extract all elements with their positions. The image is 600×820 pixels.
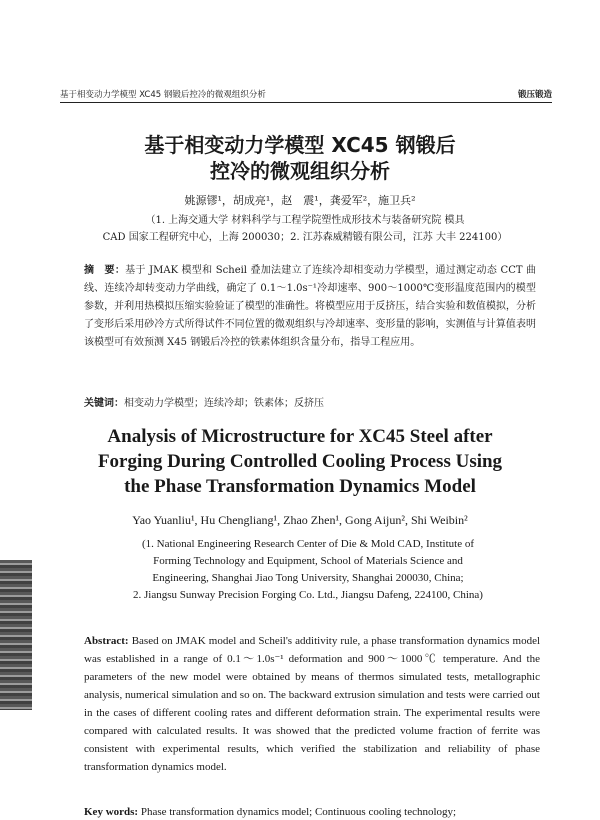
chinese-affiliation-line-1: （1. 上海交通大学 材料科学与工程学院塑性成形技术与装备研究院 模具 — [145, 215, 465, 226]
english-title-line-1: Analysis of Microstructure for XC45 Steel after — [107, 426, 493, 447]
english-affiliation-line-4: 2. Jiangsu Sunway Precision Forging Co. Ltd., Jiangsu Dafeng, 224100, China) — [133, 589, 483, 601]
english-title-line-3: the Phase Transformation Dynamics Model — [124, 476, 476, 497]
chinese-keywords-text: 相变动力学模型；连续冷却；铁素体；反挤压 — [124, 398, 324, 409]
english-affiliation — [86, 536, 530, 604]
running-header-section: 锻压锻造 — [517, 90, 552, 100]
chinese-abstract — [84, 262, 536, 352]
chinese-title-line-1: 基于相变动力学模型 XC45 钢锻后 — [144, 133, 456, 157]
english-title-line-2: Forging During Controlled Cooling Process Using — [97, 451, 503, 472]
chinese-affiliation-line-2: CAD 国家工程研究中心，上海 200030；2. 江苏森威精锻有限公司，江苏 大丰 224100） — [102, 232, 508, 243]
chinese-abstract-text: 基于 JMAK 模型和 Scheil 叠加法建立了连续冷却相变动力学模型，通过测定动态 CCT 曲线、连续冷却转变动力学曲线，确定了 0.1～1.0s⁻¹冷却速率、900～1000℃变形温度范围内的模型参数，并利用热模拟压缩实验验证了模型的准确性。将模型应用于反挤压，结合实验和数值模拟，分析了变形后采用砂冷方式所得试件不同位置的微观组织与冷却速率、变形量的影响，实测值与计算值表明该模型可有效预测 X45 钢锻后冷控的铁素体组织含量分布，指导工程应用。 — [84, 265, 536, 348]
chinese-keywords-label: 关键词： — [84, 398, 124, 409]
english-affiliation-line-1: (1. National Engineering Research Center of Die & Mold CAD, Institute of — [141, 538, 475, 550]
running-header — [60, 88, 552, 103]
english-keywords-label: Key words: — [84, 806, 139, 818]
chinese-title-line-2: 控冷的微观组织分析 — [210, 159, 390, 183]
english-affiliation-line-2: Forming Technology and Equipment, School of Materials Science and — [153, 555, 463, 567]
english-keywords-text: Phase transformation dynamics model; Continuous cooling technology; — [140, 806, 457, 818]
chinese-keywords — [84, 396, 536, 412]
scan-edge-artifact — [0, 560, 32, 710]
chinese-abstract-label: 摘 要： — [84, 265, 126, 276]
english-abstract-text: Based on JMAK model and Scheil's additivity rule, a phase transformation dynamics model was established in a range of 0.1～1.0s⁻¹ deformation and 900～1000℃ temperature. And the parameters of the new model were obtained by means of thermos simulated tests, metallographic analysis, numerical simulation and so on. The backward extrusion simulation and tests were carried out in the cases of different cooling rates and different deformation strain. The experimental results were compared with calculated results. It was showed that the predicted volume fraction of ferrite was consistent with experimental results, which verified the stabilization and reliability of phase transformation dynamics model. — [84, 635, 541, 773]
english-abstract-label: Abstract: — [84, 635, 129, 647]
chinese-affiliation — [80, 212, 530, 246]
english-abstract — [84, 632, 540, 776]
chinese-authors: 姚源镠¹，胡成亮¹，赵 震¹，龚爱军²，施卫兵² — [184, 194, 416, 207]
running-header-title: 基于相变动力学模型 XC45 钢锻后控冷的微观组织分析 — [60, 90, 266, 100]
english-keywords — [84, 804, 540, 820]
english-authors: Yao Yuanliu¹, Hu Chengliang¹, Zhao Zhen¹, Gong Aijun², Shi Weibin² — [132, 513, 468, 527]
english-affiliation-line-3: Engineering, Shanghai Jiao Tong University, Shanghai 200030, China; — [152, 572, 464, 584]
chinese-title — [0, 132, 600, 184]
english-title — [0, 424, 600, 499]
